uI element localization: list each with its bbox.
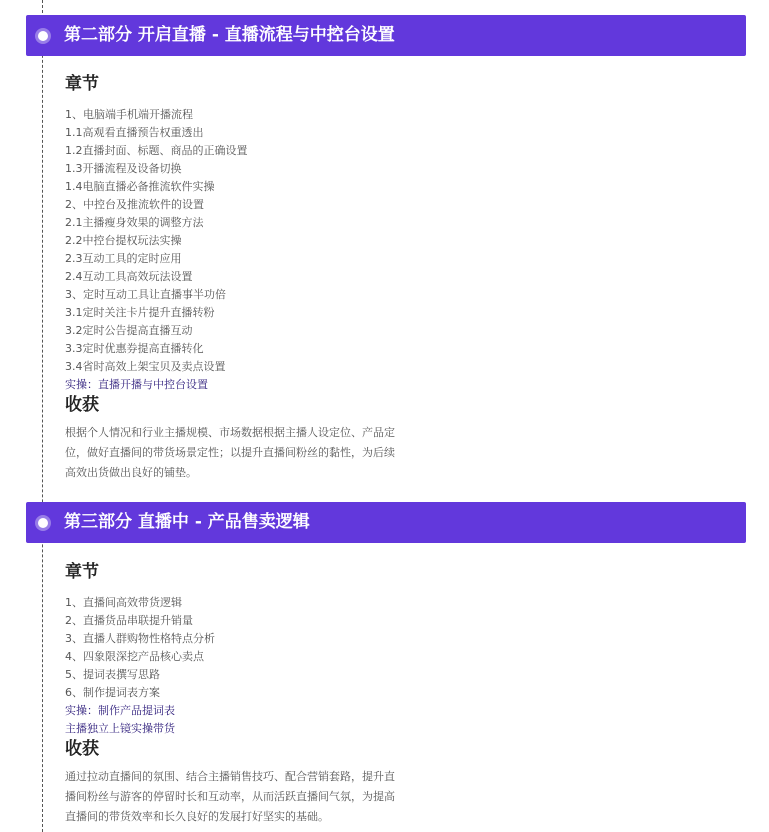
chapter-item: 3、直播人群购物性格特点分析	[65, 632, 215, 645]
bullet-dot-icon	[38, 518, 48, 528]
practice-item: 实操：制作产品提词表	[65, 704, 175, 717]
chapter-item: 3.4省时高效上架宝贝及卖点设置	[65, 360, 226, 373]
gains-line: 通过拉动直播间的氛围、结合主播销售技巧、配合营销套路，提升直	[65, 770, 395, 783]
practice-item: 实操：直播开播与中控台设置	[65, 378, 208, 391]
gains-line: 根据个人情况和行业主播规模、市场数据根据主播人设定位、产品定	[65, 426, 395, 439]
chapter-item: 2.1主播瘦身效果的调整方法	[65, 216, 204, 229]
chapter-item: 1、电脑端手机端开播流程	[65, 108, 193, 121]
chapter-item: 3、定时互动工具让直播事半功倍	[65, 288, 226, 301]
gains-heading: 收获	[65, 395, 99, 415]
chapter-item: 1.1高观看直播预告权重透出	[65, 126, 204, 139]
chapter-item: 1、直播间高效带货逻辑	[65, 596, 182, 609]
chapter-item: 4、四象限深挖产品核心卖点	[65, 650, 204, 663]
gains-description	[65, 767, 445, 827]
chapter-item: 2.2中控台提权玩法实操	[65, 234, 182, 247]
chapter-item: 1.4电脑直播必备推流软件实操	[65, 180, 215, 193]
chapter-item: 3.1定时关注卡片提升直播转粉	[65, 306, 215, 319]
section-body-part-2	[65, 73, 445, 483]
gains-line: 位，做好直播间的带货场景定性；以提升直播间粉丝的黏性，为后续	[65, 446, 395, 459]
chapter-item: 3.3定时优惠券提高直播转化	[65, 342, 204, 355]
bullet-dot-icon	[38, 31, 48, 41]
section-header-part-2	[26, 15, 746, 56]
chapter-item: 5、提词表撰写思路	[65, 668, 160, 681]
chapter-item: 2、中控台及推流软件的设置	[65, 198, 204, 211]
chapter-item: 1.2直播封面、标题、商品的正确设置	[65, 144, 248, 157]
gains-line: 高效出货做出良好的铺垫。	[65, 466, 197, 479]
chapter-item: 6、制作提词表方案	[65, 686, 160, 699]
practice-item: 主播独立上镜实操带货	[65, 722, 175, 735]
chapter-item: 2、直播货品串联提升销量	[65, 614, 193, 627]
gains-line: 直播间的带货效率和长久良好的发展打好坚实的基础。	[65, 810, 329, 823]
chapters-heading: 章节	[65, 74, 99, 94]
section-title: 第三部分 直播中 - 产品售卖逻辑	[64, 512, 310, 532]
chapter-item: 2.3互动工具的定时应用	[65, 252, 182, 265]
gains-heading: 收获	[65, 739, 99, 759]
chapter-list	[65, 594, 445, 738]
gains-description	[65, 423, 445, 483]
section-body-part-3	[65, 561, 445, 827]
timeline-dashed-line	[42, 0, 43, 832]
section-title: 第二部分 开启直播 - 直播流程与中控台设置	[64, 25, 395, 45]
chapter-item: 1.3开播流程及设备切换	[65, 162, 182, 175]
chapter-item: 2.4互动工具高效玩法设置	[65, 270, 193, 283]
chapter-item: 3.2定时公告提高直播互动	[65, 324, 193, 337]
chapter-list	[65, 106, 445, 394]
section-header-part-3	[26, 502, 746, 543]
gains-line: 播间粉丝与游客的停留时长和互动率，从而活跃直播间气氛，为提高	[65, 790, 395, 803]
chapters-heading: 章节	[65, 562, 99, 582]
